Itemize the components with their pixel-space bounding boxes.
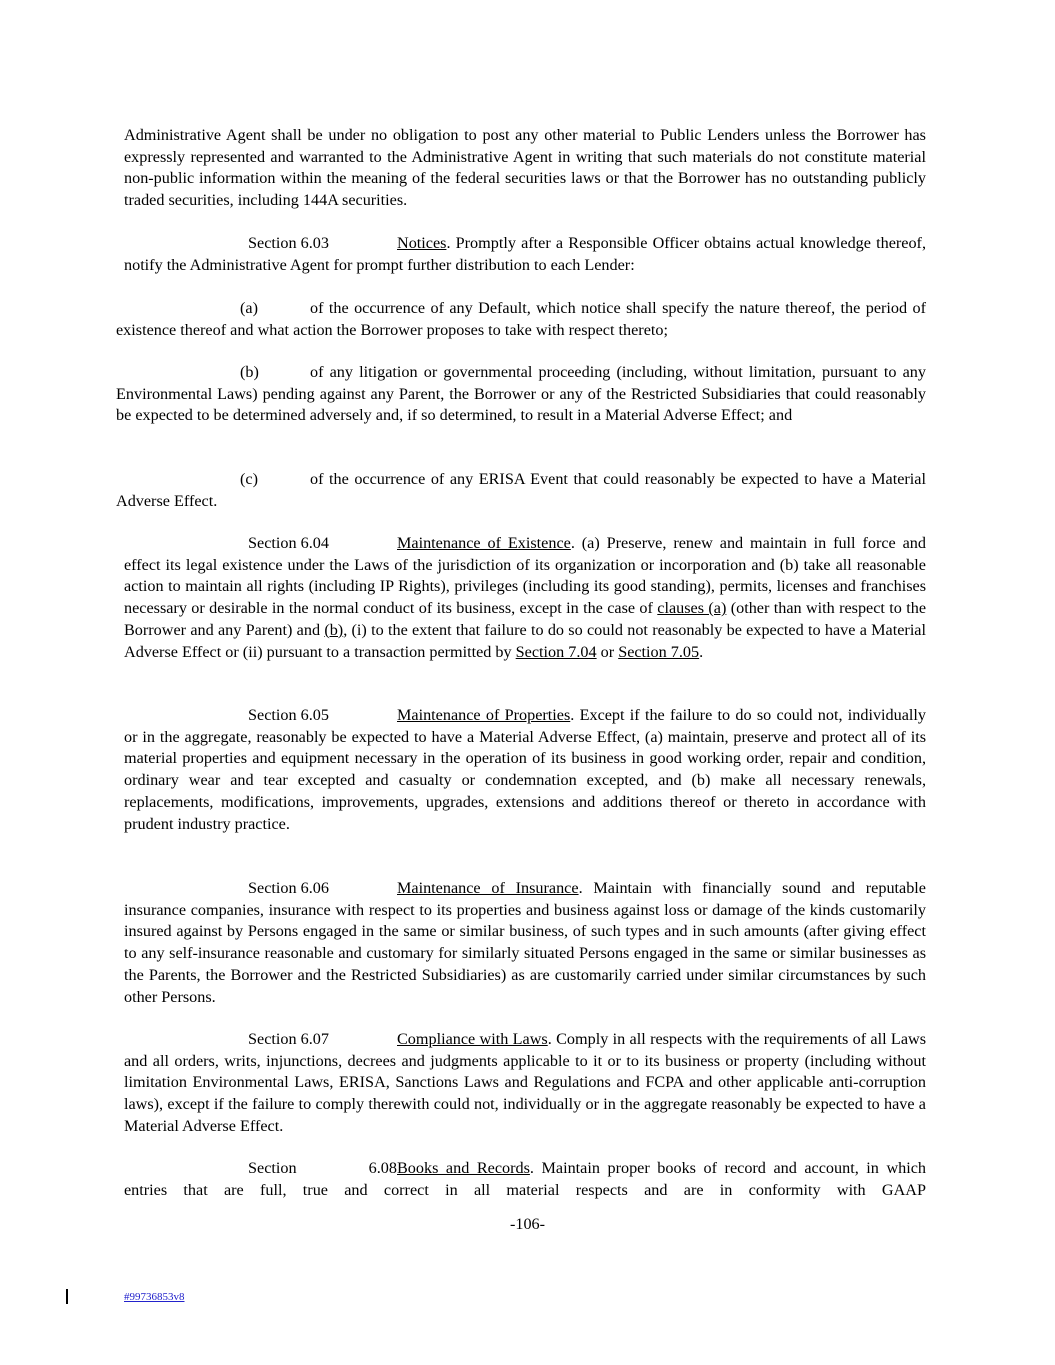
clause-marker: (b) (240, 363, 259, 381)
section-heading: Books and Records (397, 1159, 530, 1177)
section-6-08 (124, 1158, 926, 1201)
section-number: Section 6.08 (248, 1159, 397, 1177)
section-heading: Maintenance of Properties (397, 706, 571, 724)
clause-a (116, 298, 926, 341)
clause-text: of any litigation or governmental proceeding (including, without limitation, pursuant to any Environmental Laws) pending against any Parent, the Borrower or any of the Restricted Subsidiaries that could reasonably be expected to be determined adversely and, if so determined, to result in a Material Adverse Effect; and (116, 363, 926, 425)
section-number: Section 6.07 (248, 1030, 329, 1048)
section-text: or (596, 642, 619, 661)
document-id-link[interactable]: #99736853v8 (124, 1291, 185, 1303)
section-number: Section 6.05 (248, 706, 329, 724)
section-6-04 (124, 533, 926, 663)
section-6-03 (124, 233, 926, 276)
section-text: . Comply in all respects with the requirements of all Laws and all orders, writs, injunctions, decrees and judgments applicable to it or to its business or property (including without limitation Environmental Laws, ERISA, Sanctions Laws and Regulations and FCPA and other applicable anti-corruption laws), except if the failure to comply therewith could not, individually or in the aggregate reasonably be expected to have a Material Adverse Effect. (124, 1030, 926, 1135)
paragraph-continuation: Administrative Agent shall be under no obligation to post any other material to Public Lenders unless the Borrower has expressly represented and warranted to the Administrative Agent in writing that such materials do not constitute material non-public information within the meaning of the federal securities laws or that the Borrower has no outstanding publicly traded securities, including 144A securities. (124, 126, 926, 210)
section-heading: Notices (397, 234, 447, 252)
clause-text: of the occurrence of any ERISA Event that could reasonably be expected to have a Material Adverse Effect. (116, 470, 926, 510)
clause-text: of the occurrence of any Default, which notice shall specify the nature thereof, the period of existence thereof and what action the Borrower proposes to take with respect thereto; (116, 299, 926, 339)
section-7-04-link[interactable]: Section 7.04 (515, 642, 597, 661)
section-heading: Compliance with Laws (397, 1030, 548, 1048)
section-text: . Promptly after a Responsible Officer obtains actual knowledge thereof, notify the Administrative Agent for prompt further distribution to each Lender: (124, 234, 926, 274)
section-text: . (a) Preserve, renew and maintain in full force and effect its legal existence under the Laws of the jurisdiction of its organization or incorporation and (b) take all reasonable action to maintain all rights (including IP Rights), privileges (including its good standing), permits, licenses and franchises necessary or desirable in the normal conduct of its business, except in the case of (124, 534, 926, 618)
section-number: Section 6.04 (248, 534, 329, 552)
clause-marker: (c) (240, 470, 258, 488)
section-number: Section 6.03 (248, 234, 329, 252)
section-7-05-link[interactable]: Section 7.05 (618, 642, 700, 661)
clauses-a-link[interactable]: clauses (a) (657, 599, 727, 618)
change-bar (66, 1289, 68, 1304)
clause-c (116, 469, 926, 512)
section-6-06 (124, 878, 926, 1008)
section-text: . Except if the failure to do so could not, individually or in the aggregate, reasonably be expected to have a Material Adverse Effect, (a) maintain, preserve and protect all of its material properties and equipment necessary in the operation of its business in good working order, repair and condition, ordinary wear and tear excepted and casualty or condemnation excepted, and (b) make all necessary renewals, replacements, modifications, improvements, upgrades, extensions and additions thereof or thereto in accordance with prudent industry practice. (124, 706, 926, 833)
page-number: -106- (509, 1215, 546, 1233)
section-text: (other than with respect to the Borrower and any Parent) and (124, 599, 927, 639)
clause-marker: (a) (240, 299, 258, 317)
clause-b (116, 362, 926, 427)
section-6-07 (124, 1029, 926, 1138)
section-6-05 (124, 705, 926, 835)
section-number: Section 6.06 (248, 879, 329, 897)
section-text: . Maintain with financially sound and reputable insurance companies, insurance with respect to its properties and business against loss or damage of the kinds customarily insured against by Persons engaged in the same or similar business, of such types and in such amounts (after giving effect to any self-insurance reasonable and customary for similarly situated Persons engaged in the same or similar businesses as the Parents, the Borrower and the Restricted Subsidiaries) as are customarily carried under similar circumstances by such other Persons. (124, 879, 926, 1006)
section-text: , (i) to the extent that failure to do so could not reasonably be expected to have a Material Adverse Effect or (ii) pursuant to a transaction permitted by (124, 620, 926, 661)
section-text: . Maintain proper books of record and account, in which entries that are full, true and correct in all material respects and are in conformity with GAAP (124, 1159, 927, 1199)
section-text: . (699, 642, 704, 661)
clause-b-link[interactable]: (b) (324, 620, 344, 639)
section-heading: Maintenance of Insurance (397, 879, 579, 897)
section-heading: Maintenance of Existence (397, 534, 571, 552)
